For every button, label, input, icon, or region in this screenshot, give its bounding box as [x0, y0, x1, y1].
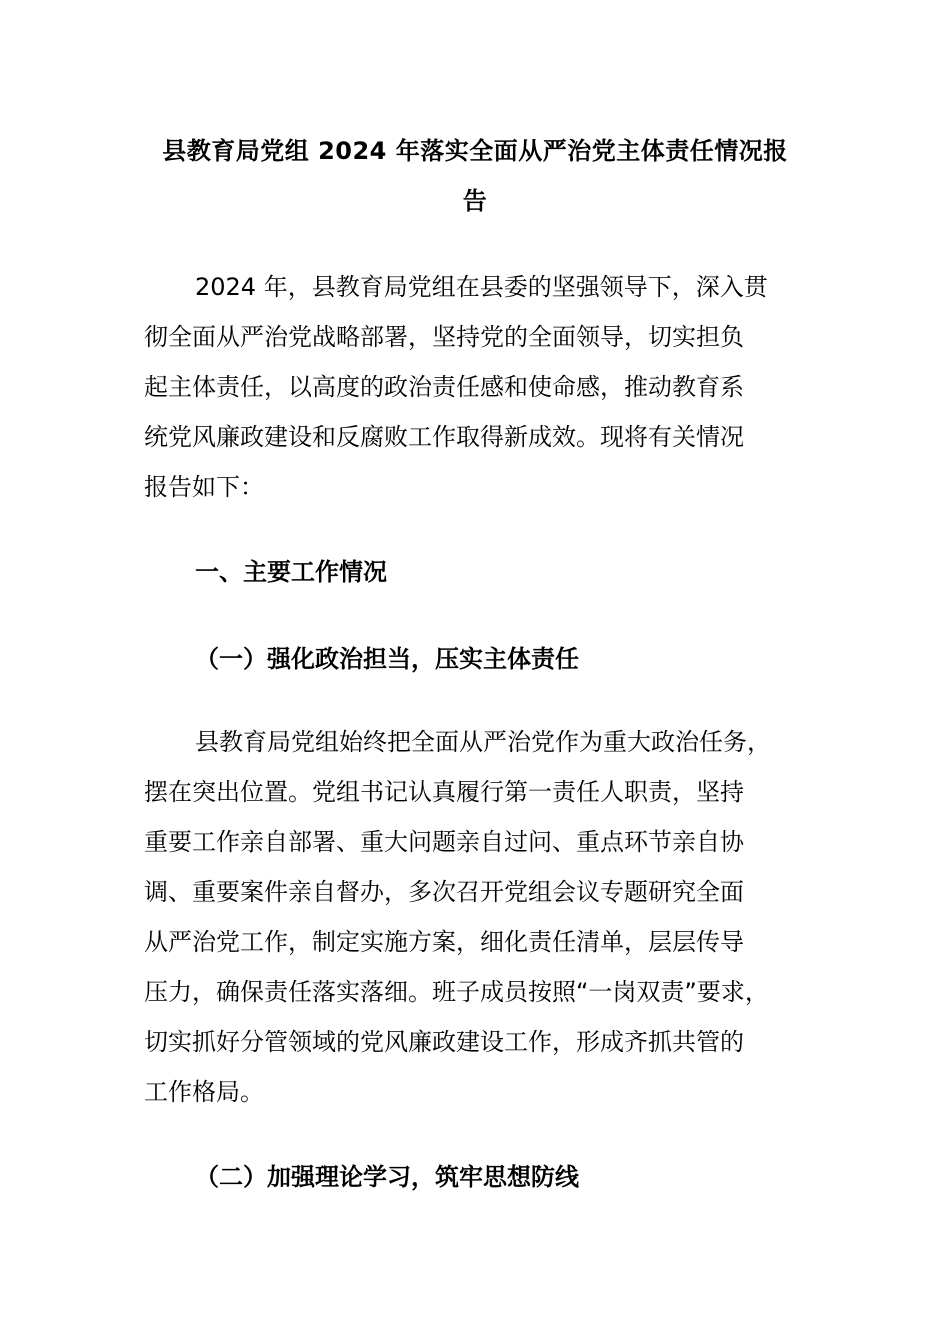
section-heading-1: 一、主要工作情况 — [195, 558, 387, 586]
subsection-1-line-2: 摆在突出位置。党组书记认真履行第一责任人职责，坚持 — [144, 778, 744, 806]
subsection-1-line-7: 切实抓好分管领域的党风廉政建设工作，形成齐抓共管的 — [144, 1028, 744, 1056]
subsection-1-line-3: 重要工作亲自部署、重大问题亲自过问、重点环节亲自协 — [144, 828, 744, 856]
intro-line-3: 起主体责任，以高度的政治责任感和使命感，推动教育系 — [144, 373, 744, 401]
subsection-1-paragraph — [144, 717, 814, 1117]
intro-line-5: 报告如下： — [144, 473, 264, 501]
intro-line-2: 彻全面从严治党战略部署，坚持党的全面领导，切实担负 — [144, 323, 744, 351]
title-line-2: 告 — [462, 187, 488, 215]
intro-line-4: 统党风廉政建设和反腐败工作取得新成效。现将有关情况 — [144, 423, 744, 451]
document-title — [140, 126, 810, 226]
subsection-1-line-1: 县教育局党组始终把全面从严治党作为重大政治任务， — [195, 728, 771, 756]
subsection-1-line-6: 压力，确保责任落实落细。班子成员按照“一岗双责”要求， — [144, 978, 769, 1006]
subsection-1-line-8: 工作格局。 — [144, 1078, 264, 1106]
intro-paragraph — [144, 262, 814, 512]
title-line-1: 县教育局党组 2024 年落实全面从严治党主体责任情况报 — [162, 137, 788, 165]
subsection-1-line-4: 调、重要案件亲自督办，多次召开党组会议专题研究全面 — [144, 878, 744, 906]
intro-line-1: 2024 年，县教育局党组在县委的坚强领导下，深入贯 — [195, 273, 768, 301]
subsection-heading-2: （二）加强理论学习，筑牢思想防线 — [195, 1163, 579, 1191]
subsection-1-line-5: 从严治党工作，制定实施方案，细化责任清单，层层传导 — [144, 928, 744, 956]
subsection-heading-1: （一）强化政治担当，压实主体责任 — [195, 645, 579, 673]
